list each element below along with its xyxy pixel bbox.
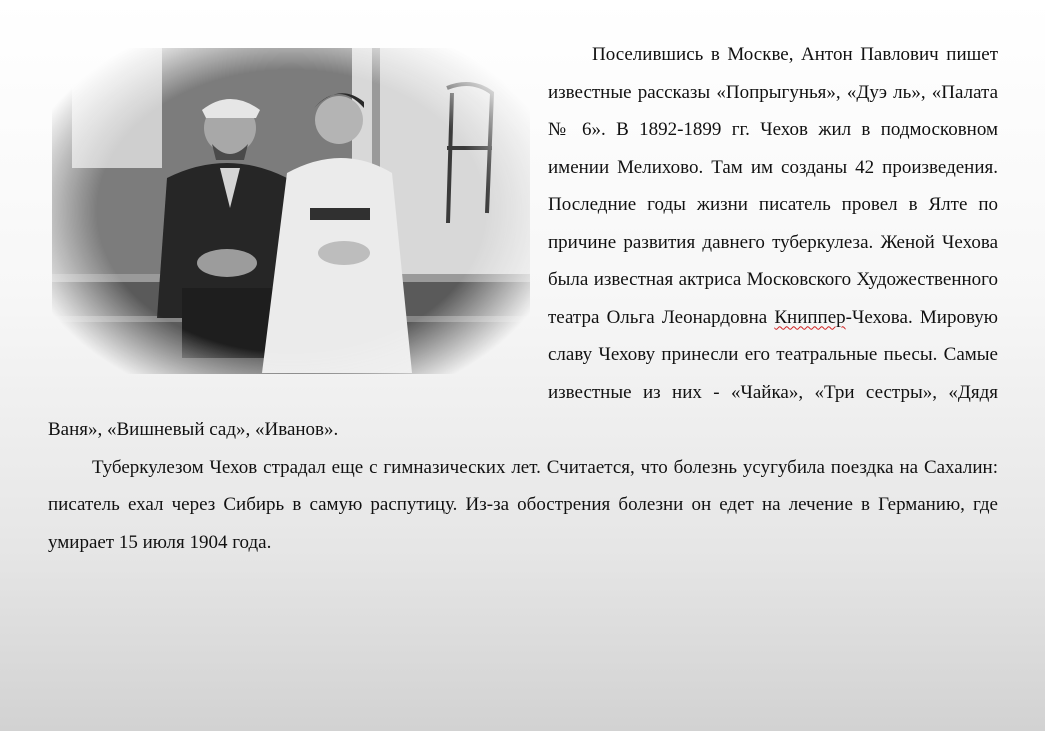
spellcheck-flagged-word: Книппер (774, 306, 846, 328)
paragraph-2: Туберкулезом Чехов страдал еще с гимназических лет. Считается, что болезнь усугубила поездка на Сахалин: писатель ехал через Сибирь в самую распутицу. Из-за обострения болезни он едет на лечение в Германию, где умирает 15 июля 1904 года. (48, 456, 998, 553)
article-text (48, 36, 998, 561)
paragraph-1-part-1: Поселившись в Москве, Антон Павлович пишет известные рассказы «Попрыгунья», «Дуэ ль», «Палата № 6». В 1892-1899 гг. Чехов жил в подмосковном имении Мелихово. Там им созданы 42 произведения. Последние годы жизни писатель провел в Ялте по причине развития давнего туберкулеза. Женой Чехова была известная актриса Московского Художественного театра Ольга Леонардовна (548, 44, 998, 328)
photo-text-wrap-space (48, 36, 548, 376)
paragraph-1-part-2: -Чехова. Мировую славу Чехову принесли его театральные пьесы. Самые известные из них - «Чайка», «Три сестры», «Дядя Ваня», «Вишневый сад», «Иванов». (48, 306, 998, 440)
